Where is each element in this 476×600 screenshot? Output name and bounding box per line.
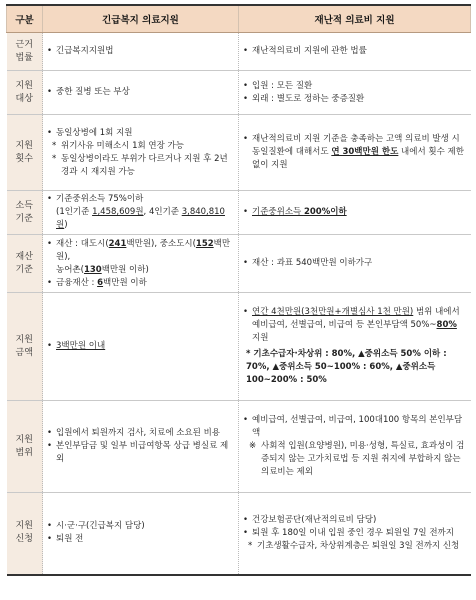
table-row-amount: [7, 293, 471, 401]
header-catastrophic-medical: 재난적 의료비 지원: [239, 5, 471, 33]
list-item: [47, 238, 234, 264]
cell-property-left: [43, 235, 239, 293]
text-span: 백만원), 중소도시(: [126, 238, 196, 249]
list-item: • 시·군·구(긴급복지 담당): [47, 520, 234, 533]
cell-scope-left: [43, 401, 239, 493]
text-span: 농어촌(: [56, 264, 84, 275]
cell-income-right: [239, 191, 471, 235]
list-item: [47, 264, 234, 277]
emphasis-text: 200%이하: [303, 207, 347, 217]
table-row-scope: [7, 401, 471, 493]
text-span: ): [64, 220, 68, 230]
row-label-amount: 지원 금액: [7, 293, 43, 401]
text-span: 내에서 횟수 제한 없이 지원: [252, 147, 464, 170]
list-item: [243, 306, 467, 345]
cell-legal-right: [239, 33, 471, 71]
text-span: 재난적의료비 지원 기준을 충족하는 고액 의료비 발생 시 동일질환에 대해서도: [252, 134, 460, 157]
list-item: * 기초생활수급자, 차상위계층은 퇴원일 3일 전까지 신청: [243, 540, 467, 553]
list-item: ※ 사회적 입원(요양병원), 미용·성형, 특실료, 효과성이 검증되지 않는 고가치료법 등 지원 취지에 부합하지 않는 의료비는 제외: [243, 440, 467, 479]
row-label-apply: 지원 신청: [7, 493, 43, 575]
row-label-target: 지원 대상: [7, 71, 43, 115]
text-span: 금융재산 :: [56, 277, 98, 288]
list-item: • 입원에서 퇴원까지 검사, 치료에 소요된 비용: [47, 427, 234, 440]
row-label-scope: 지원 범위: [7, 401, 43, 493]
table-row-income: [7, 191, 471, 235]
text-span: 기준중위소득: [252, 207, 304, 217]
header-emergency-welfare: 긴급복지 의료지원: [43, 5, 239, 33]
list-item: • 재산 : 과표 540백만원 이하가구: [243, 257, 467, 270]
row-label-legal-basis: 근거 법률: [7, 33, 43, 71]
list-item: • 외래 : 별도로 정하는 중증질환: [243, 93, 467, 106]
text-span: (1인기준: [56, 207, 93, 217]
cell-legal-left: [43, 33, 239, 71]
list-item: [243, 133, 467, 172]
list-item: • 기준중위소득 75%이하: [47, 193, 234, 206]
table-row-legal-basis: [7, 33, 471, 71]
list-item: • 본인부담금 및 일부 비급여항목 상급 병실료 제외: [47, 440, 234, 466]
list-item: • 3백만원 이내: [47, 340, 234, 353]
table-row-apply: [7, 493, 471, 575]
table-row-property: [7, 235, 471, 293]
emphasis-text: 241: [108, 238, 127, 249]
emphasis-text: 152: [195, 238, 214, 249]
list-item: [243, 206, 467, 219]
cell-amount-right: [239, 293, 471, 401]
list-item: • 입원 : 모든 질환: [243, 80, 467, 93]
cell-income-left: [43, 191, 239, 235]
table-header-row: [7, 5, 471, 33]
emphasis-text: 연 30백만원 한도: [331, 147, 399, 157]
text-span: 재산 : 대도시(: [56, 238, 109, 249]
list-item: • 중한 질병 또는 부상: [47, 86, 234, 99]
row-label-times: 지원 횟수: [7, 115, 43, 191]
cell-amount-left: [43, 293, 239, 401]
text-span: 범위 내에서 예비급여, 선별급여, 비급여 등 본인부담액 50%~: [252, 307, 460, 330]
list-item: • 예비급여, 선별급여, 비급여, 100대100 항목의 본인부담액: [243, 414, 467, 440]
table-row-times: [7, 115, 471, 191]
cell-target-right: [239, 71, 471, 115]
list-item: * 기초수급자·차상위 : 80%, ▲중위소득 50% 이하 : 70%, ▲중위소득 50~100% : 60%, ▲중위소득 100~200% : 50%: [246, 349, 447, 385]
list-item: [47, 277, 234, 290]
cell-scope-right: [239, 401, 471, 493]
list-item: • 건강보험공단(재난적의료비 담당): [243, 514, 467, 527]
list-item: * 위기사유 미해소시 1회 연장 가능: [47, 140, 234, 153]
emphasis-text: 연간 4천만원(3천만원+개별심사 1천 만원): [252, 307, 414, 317]
list-item: [47, 206, 234, 232]
list-item: • 퇴원 전: [47, 533, 234, 546]
emphasis-text: 6: [97, 277, 104, 288]
list-item: • 재난적의료비 지원에 관한 법률: [243, 45, 467, 58]
row-label-property: 재산 기준: [7, 235, 43, 293]
header-category: 구분: [7, 5, 43, 33]
emphasis-text: 130: [83, 264, 102, 275]
row-label-income: 소득 기준: [7, 191, 43, 235]
cell-times-right: [239, 115, 471, 191]
emphasis-text: 3,840,810원: [56, 207, 225, 230]
text-span: 백만원 이하: [103, 277, 147, 288]
cell-apply-left: [43, 493, 239, 575]
list-item: • 동일상병에 1회 지원: [47, 127, 234, 140]
comparison-table: [6, 4, 471, 576]
emphasis-text: 80%: [436, 320, 457, 330]
text-span: 지원: [252, 333, 269, 343]
text-span: 백만원 이하): [101, 264, 149, 275]
list-item: • 긴급복지지원법: [47, 45, 234, 58]
text-span: 백만원),: [56, 238, 231, 262]
cell-target-left: [43, 71, 239, 115]
text-span: , 4인기준: [143, 207, 182, 217]
cell-property-right: [239, 235, 471, 293]
cell-apply-right: [239, 493, 471, 575]
cell-times-left: [43, 115, 239, 191]
list-item: * 동일상병이라도 부위가 다르거나 지원 후 2년 경과 시 재지원 가능: [47, 153, 234, 179]
emphasis-text: 1,458,609원: [92, 207, 144, 217]
list-item: • 퇴원 후 180일 이내 입원 중인 경우 퇴원일 7일 전까지: [243, 527, 467, 540]
table-row-target: [7, 71, 471, 115]
